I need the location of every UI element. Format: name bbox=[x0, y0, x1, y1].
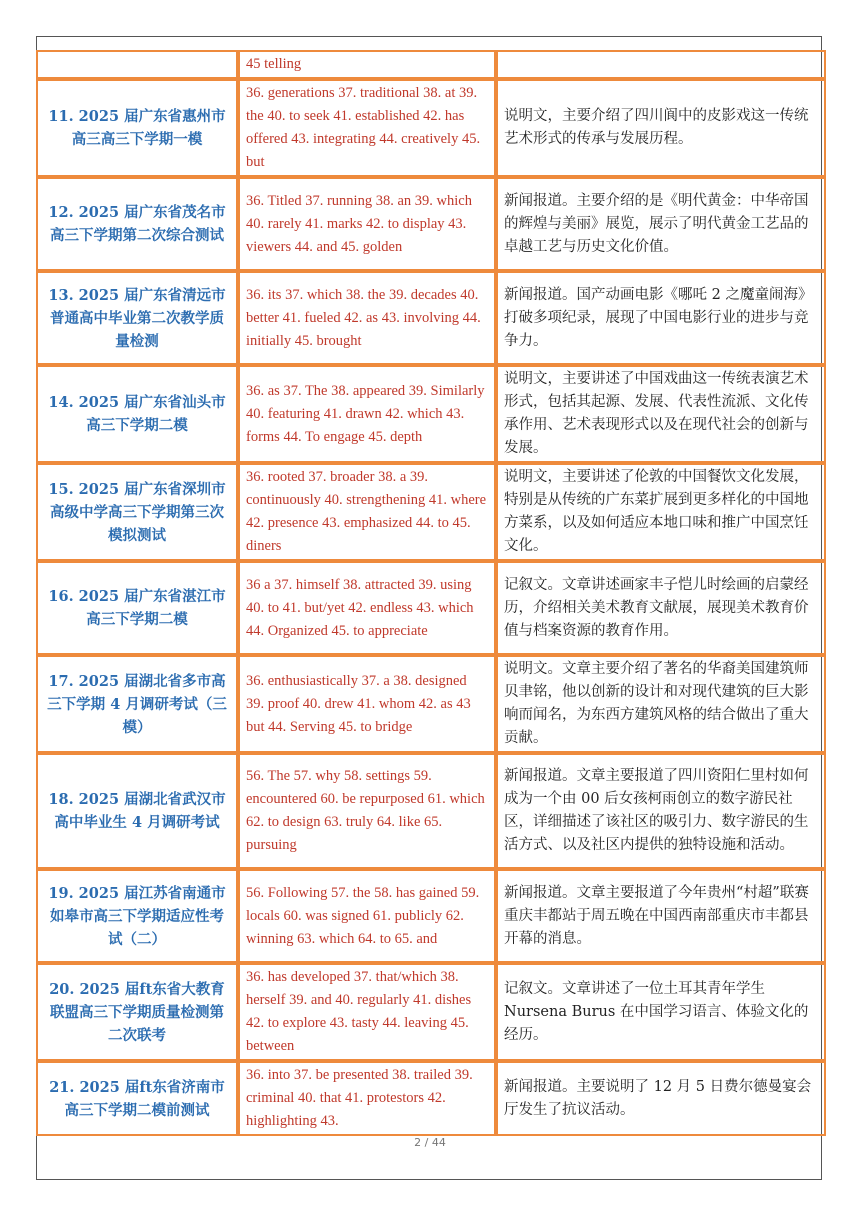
summary-cell: 记叙文。文章讲述了一位土耳其青年学生 Nursena Burus 在中国学习语言、体验文化的经历。 bbox=[496, 963, 826, 1061]
exam-table bbox=[36, 50, 826, 1136]
summary-cell: 说明文，主要介绍了四川阆中的皮影戏这一传统艺术形式的传承与发展历程。 bbox=[496, 79, 826, 177]
summary-cell: 新闻报道。主要说明了 12 月 5 日费尔德曼宴会厅发生了抗议活动。 bbox=[496, 1061, 826, 1136]
answer-cell: 56. Following 57. the 58. has gained 59. locals 60. was signed 61. publicly 62. winning 63. which 64. to 65. and bbox=[238, 869, 496, 963]
summary-cell: 说明文，主要讲述了中国戏曲这一传统表演艺术形式，包括其起源、发展、代表性流派、文化传承作用、艺术表现形式以及在现代社会的创新与发展。 bbox=[496, 365, 826, 463]
page-number: 2 / 44 bbox=[414, 1136, 446, 1149]
title-cell: 20. 2025 届ft东省大教育联盟高三下学期质量检测第二次联考 bbox=[36, 963, 238, 1061]
table-row bbox=[36, 177, 826, 271]
answer-cell: 36. enthusiastically 37. a 38. designed 39. proof 40. drew 41. whom 42. as 43 but 44. Serving 45. to bridge bbox=[238, 655, 496, 753]
answer-cell: 36. Titled 37. running 38. an 39. which 40. rarely 41. marks 42. to display 43. viewers 44. and 45. golden bbox=[238, 177, 496, 271]
table-row bbox=[36, 753, 826, 869]
summary-cell: 说明文。文章主要介绍了著名的华裔美国建筑师贝聿铭，他以创新的设计和对现代建筑的巨大影响而闻名，为东西方建筑风格的结合做出了重大贡献。 bbox=[496, 655, 826, 753]
summary-cell: 新闻报道。文章主要报道了四川资阳仁里村如何成为一个由 00 后女孩柯雨创立的数字游民社区，详细描述了该社区的吸引力、数字游民的生活方式、以及社区内提供的独特设施和活动。 bbox=[496, 753, 826, 869]
answer-cell: 36 a 37. himself 38. attracted 39. using 40. to 41. but/yet 42. endless 43. which 44. Organized 45. to appreciate bbox=[238, 561, 496, 655]
summary-cell: 记叙文。文章讲述画家丰子恺儿时绘画的启蒙经历，介绍相关美术教育文献展，展现美术教育价值与档案资源的教育作用。 bbox=[496, 561, 826, 655]
title-cell: 16. 2025 届广东省湛江市高三下学期二模 bbox=[36, 561, 238, 655]
answer-cell: 36. rooted 37. broader 38. a 39. continuously 40. strengthening 41. where 42. presence 43. emphasized 44. to 45. diners bbox=[238, 463, 496, 561]
title-cell: 13. 2025 届广东省清远市普通高中毕业第二次教学质量检测 bbox=[36, 271, 238, 365]
title-cell: 17. 2025 届湖北省多市高三下学期 4 月调研考试（三模） bbox=[36, 655, 238, 753]
table-row bbox=[36, 655, 826, 753]
title-cell: 12. 2025 届广东省茂名市高三下学期第二次综合测试 bbox=[36, 177, 238, 271]
title-cell: 19. 2025 届江苏省南通市如皋市高三下学期适应性考试（二） bbox=[36, 869, 238, 963]
table-row bbox=[36, 365, 826, 463]
summary-cell: 新闻报道。国产动画电影《哪吒 2 之魔童闹海》打破多项纪录，展现了中国电影行业的进步与竞争力。 bbox=[496, 271, 826, 365]
answer-cell: 36. has developed 37. that/which 38. herself 39. and 40. regularly 41. dishes 42. to explore 43. tasty 44. leaving 45. between bbox=[238, 963, 496, 1061]
summary-cell bbox=[496, 50, 826, 79]
table-row bbox=[36, 463, 826, 561]
title-cell bbox=[36, 50, 238, 79]
table-row bbox=[36, 963, 826, 1061]
table-row bbox=[36, 79, 826, 177]
answer-cell: 36. its 37. which 38. the 39. decades 40. better 41. fueled 42. as 43. involving 44. initially 45. brought bbox=[238, 271, 496, 365]
table-row bbox=[36, 50, 826, 79]
table-row bbox=[36, 561, 826, 655]
title-cell: 11. 2025 届广东省惠州市高三高三下学期一模 bbox=[36, 79, 238, 177]
answer-cell: 36. into 37. be presented 38. trailed 39. criminal 40. that 41. protestors 42. highlighting 43. bbox=[238, 1061, 496, 1136]
summary-cell: 说明文，主要讲述了伦敦的中国餐饮文化发展，特别是从传统的广东菜扩展到更多样化的中国地方菜系，以及如何适应本地口味和推广中国烹饪文化。 bbox=[496, 463, 826, 561]
title-cell: 21. 2025 届ft东省济南市高三下学期二模前测试 bbox=[36, 1061, 238, 1136]
answer-cell: 45 telling bbox=[238, 50, 496, 79]
answer-cell: 56. The 57. why 58. settings 59. encountered 60. be repurposed 61. which 62. to design 63. truly 64. like 65. pursuing bbox=[238, 753, 496, 869]
title-cell: 15. 2025 届广东省深圳市高级中学高三下学期第三次模拟测试 bbox=[36, 463, 238, 561]
answer-cell: 36. generations 37. traditional 38. at 39. the 40. to seek 41. established 42. has offered 43. integrating 44. creatively 45. but bbox=[238, 79, 496, 177]
summary-cell: 新闻报道。文章主要报道了今年贵州“村超”联赛重庆丰都站于周五晚在中国西南部重庆市丰都县开幕的消息。 bbox=[496, 869, 826, 963]
summary-cell: 新闻报道。主要介绍的是《明代黄金：中华帝国的辉煌与美丽》展览，展示了明代黄金工艺品的卓越工艺与历史文化价值。 bbox=[496, 177, 826, 271]
title-cell: 18. 2025 届湖北省武汉市高中毕业生 4 月调研考试 bbox=[36, 753, 238, 869]
title-cell: 14. 2025 届广东省汕头市高三下学期二模 bbox=[36, 365, 238, 463]
table-row bbox=[36, 1061, 826, 1136]
answer-cell: 36. as 37. The 38. appeared 39. Similarly 40. featuring 41. drawn 42. which 43. forms 44. To engage 45. depth bbox=[238, 365, 496, 463]
table-row bbox=[36, 869, 826, 963]
table-row bbox=[36, 271, 826, 365]
